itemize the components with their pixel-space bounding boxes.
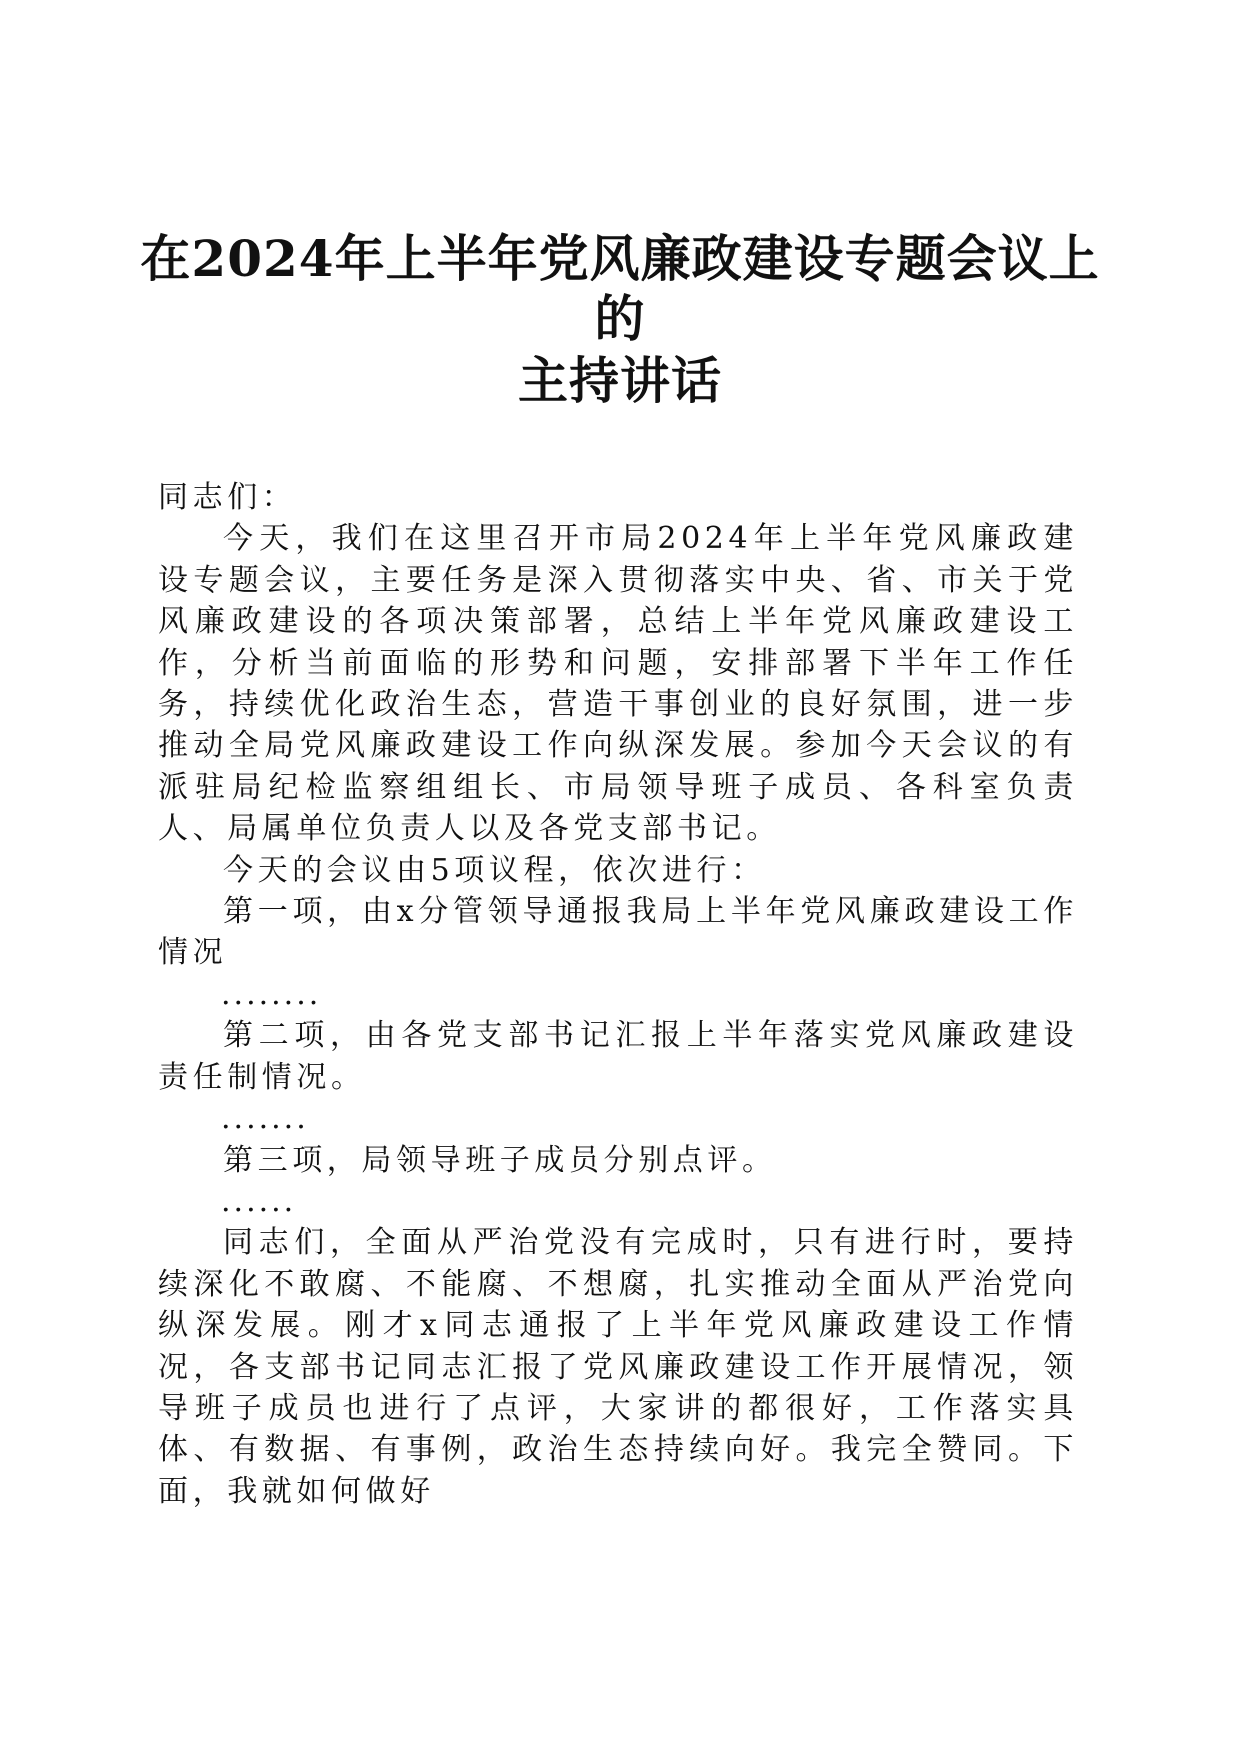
salutation: 同志们： [158, 480, 297, 515]
paragraph-agenda-item-3: 第三项，局领导班子成员分别点评。 [223, 1142, 777, 1178]
paragraph-agenda-item-1: 第一项，由x分管领导通报我局上半年党风廉政建设工作情况 [158, 894, 1078, 971]
paragraph-agenda-intro: 今天的会议由5项议程，依次进行： [223, 852, 766, 888]
paragraph-agenda-item-2: 第二项，由各党支部书记汇报上半年落实党风廉政建设责任制情况。 [158, 1018, 1078, 1095]
document-title-line-1: 在2024年上半年党风廉政建设专题会议上的 [140, 229, 1100, 348]
ellipsis-3: ...... [221, 1183, 297, 1219]
paragraph-opening: 今天，我们在这里召开市局2024年上半年党风廉政建设专题会议，主要任务是深入贯彻落实中央、省、市关于党风廉政建设的各项决策部署，总结上半年党风廉政建设工作，分析当前面临的形势和问题，安排部署下半年工作任务，持续优化政治生态，营造干事创业的良好氛围，进一步推动全局党风廉政建设工作向纵深发展。参加今天会议的有派驻局纪检监察组组长、市局领导班子成员、各科室负责人、局属单位负责人以及各党支部书记。 [158, 521, 1078, 847]
document-body [158, 477, 1078, 1512]
document-title-line-2: 主持讲话 [518, 351, 722, 410]
ellipsis-1: ........ [221, 976, 322, 1012]
ellipsis-2: ....... [221, 1101, 309, 1137]
paragraph-closing: 同志们，全面从严治党没有完成时，只有进行时，要持续深化不敢腐、不能腐、不想腐，扎实推动全面从严治党向纵深发展。刚才x同志通报了上半年党风廉政建设工作情况，各支部书记同志汇报了党风廉政建设工作开展情况，领导班子成员也进行了点评，大家讲的都很好，工作落实具体、有数据、有事例，政治生态持续向好。我完全赞同。下面，我就如何做好 [158, 1225, 1078, 1509]
